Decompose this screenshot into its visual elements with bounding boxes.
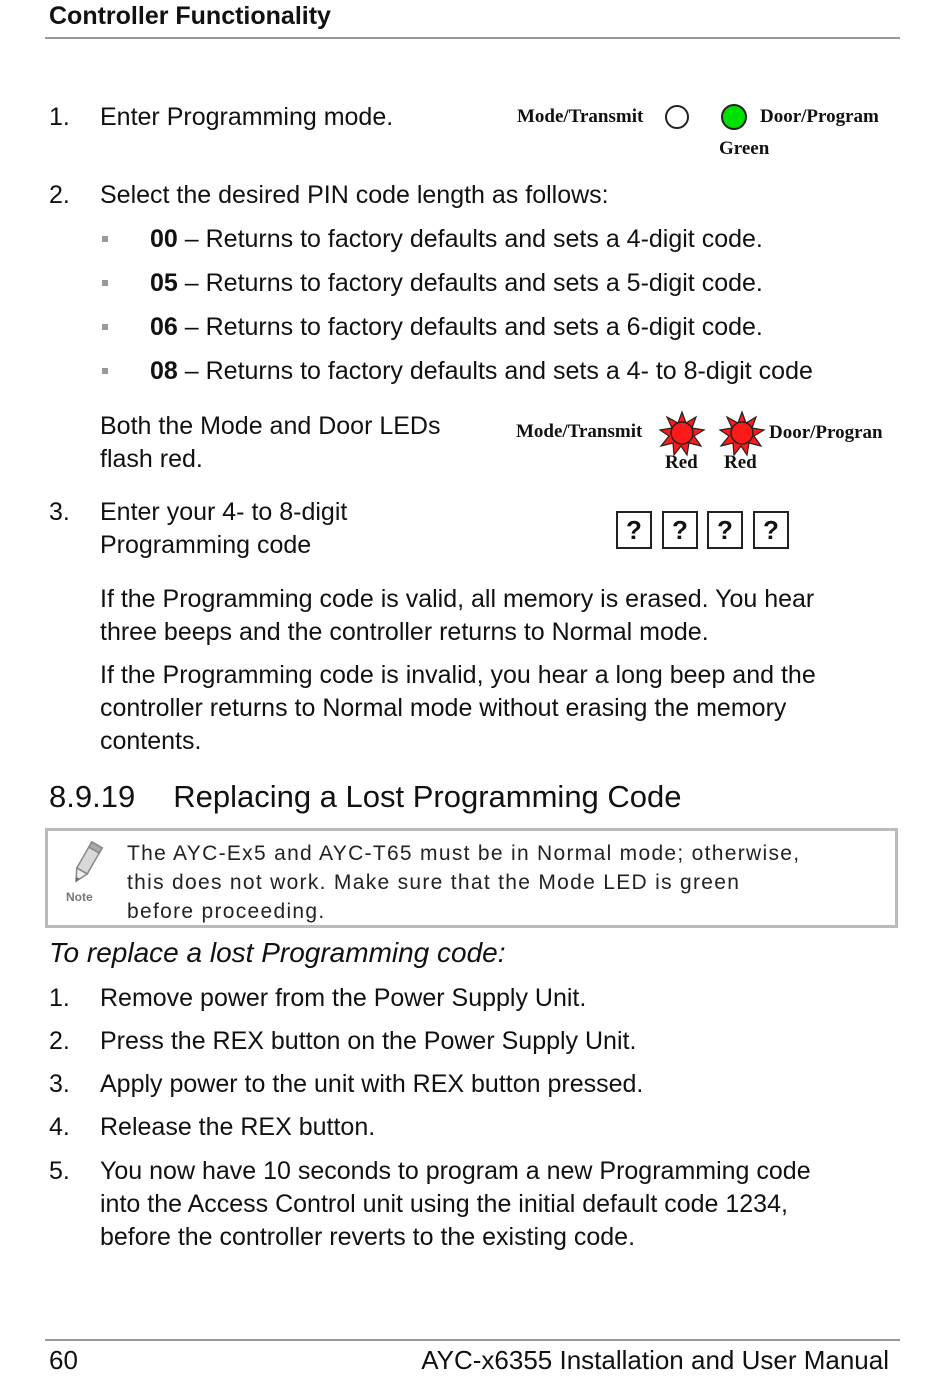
flash-text-line-2: flash red. xyxy=(100,445,203,473)
section-number: 8.9.19 xyxy=(49,779,136,814)
pin-option xyxy=(150,267,763,300)
pencil-icon xyxy=(62,838,110,890)
proc-step-number: 4. xyxy=(49,1113,70,1141)
proc-step-text: Remove power from the Power Supply Unit. xyxy=(100,984,587,1012)
pin-option-code: 06 xyxy=(150,313,178,341)
procedure-title: To replace a lost Programming code: xyxy=(49,937,506,968)
paragraph-invalid-line-1: If the Programming code is invalid, you hear a long beep and the xyxy=(100,661,816,689)
door-color-label: Red xyxy=(724,452,757,473)
proc-step-text: into the Access Control unit using the initial default code 1234, xyxy=(100,1190,788,1218)
proc-step-text: Release the REX button. xyxy=(100,1113,376,1141)
proc-step-number: 5. xyxy=(49,1157,70,1185)
pin-option-text: – Returns to factory defaults and sets a 6-digit code. xyxy=(177,313,763,341)
note-text xyxy=(127,839,897,926)
note-line: The AYC-Ex5 and AYC-T65 must be in Normal mode; otherwise, xyxy=(127,842,801,865)
mode-led-off-icon xyxy=(665,105,689,129)
mode-transmit-label: Mode/Transmit xyxy=(516,421,643,442)
door-led-green-icon xyxy=(721,104,747,130)
footer-rule xyxy=(45,1339,900,1341)
flash-text-line-1: Both the Mode and Door LEDs xyxy=(100,412,441,440)
pin-option xyxy=(150,311,763,344)
proc-step-text: Press the REX button on the Power Supply Unit. xyxy=(100,1027,637,1055)
door-program-label: Door/Progran xyxy=(769,422,883,443)
proc-step-text: Apply power to the unit with REX button pressed. xyxy=(100,1070,644,1098)
mode-led-red-flash-icon xyxy=(658,410,706,458)
step-1-number: 1. xyxy=(49,103,70,131)
bullet-icon xyxy=(102,368,108,374)
mode-color-label: Red xyxy=(665,452,698,473)
code-digit-box: ? xyxy=(616,511,652,549)
door-led-red-flash-icon xyxy=(718,410,766,458)
pin-option-code: 00 xyxy=(150,225,178,253)
bullet-icon xyxy=(102,236,108,242)
note-label: Note xyxy=(66,890,93,904)
code-digit-box: ? xyxy=(662,511,698,549)
pin-option xyxy=(150,355,813,388)
proc-step-number: 3. xyxy=(49,1070,70,1098)
header-rule xyxy=(45,37,900,39)
step-3-number: 3. xyxy=(49,498,70,526)
proc-step-text: before the controller reverts to the existing code. xyxy=(100,1223,636,1251)
door-program-label: Door/Program xyxy=(760,106,879,127)
paragraph-valid-line-2: three beeps and the controller returns to Normal mode. xyxy=(100,618,709,646)
pin-option-code: 08 xyxy=(150,357,178,385)
mode-transmit-label: Mode/Transmit xyxy=(517,106,644,127)
pin-option-code: 05 xyxy=(150,269,178,297)
step-2-number: 2. xyxy=(49,181,70,209)
step-3-text-line-1: Enter your 4- to 8-digit xyxy=(100,498,348,526)
code-digit-box: ? xyxy=(707,511,743,549)
pin-option-text: – Returns to factory defaults and sets a 4- to 8-digit code xyxy=(177,357,813,385)
pin-option-text: – Returns to factory defaults and sets a 5-digit code. xyxy=(177,269,763,297)
door-color-label: Green xyxy=(719,138,770,159)
section-heading xyxy=(49,779,682,815)
pin-option xyxy=(150,223,763,256)
paragraph-invalid-line-2: controller returns to Normal mode without erasing the memory xyxy=(100,694,787,722)
paragraph-valid-line-1: If the Programming code is valid, all memory is erased. You hear xyxy=(100,585,815,613)
page-number: 60 xyxy=(49,1345,78,1375)
pin-option-text: – Returns to factory defaults and sets a 4-digit code. xyxy=(177,225,763,253)
section-title: Replacing a Lost Programming Code xyxy=(173,779,682,814)
proc-step-number: 2. xyxy=(49,1027,70,1055)
step-1-text: Enter Programming mode. xyxy=(100,103,394,131)
manual-title: AYC-x6355 Installation and User Manual xyxy=(421,1345,889,1375)
note-line: before proceeding. xyxy=(127,900,326,923)
paragraph-invalid-line-3: contents. xyxy=(100,727,202,755)
proc-step-text: You now have 10 seconds to program a new Programming code xyxy=(100,1157,811,1185)
step-3-text-line-2: Programming code xyxy=(100,531,312,559)
page-header-title: Controller Functionality xyxy=(49,2,331,30)
step-2-text: Select the desired PIN code length as follows: xyxy=(100,181,609,209)
bullet-icon xyxy=(102,324,108,330)
code-digit-box: ? xyxy=(753,511,789,549)
note-line: this does not work. Make sure that the Mode LED is green xyxy=(127,871,741,894)
bullet-icon xyxy=(102,280,108,286)
proc-step-number: 1. xyxy=(49,984,70,1012)
